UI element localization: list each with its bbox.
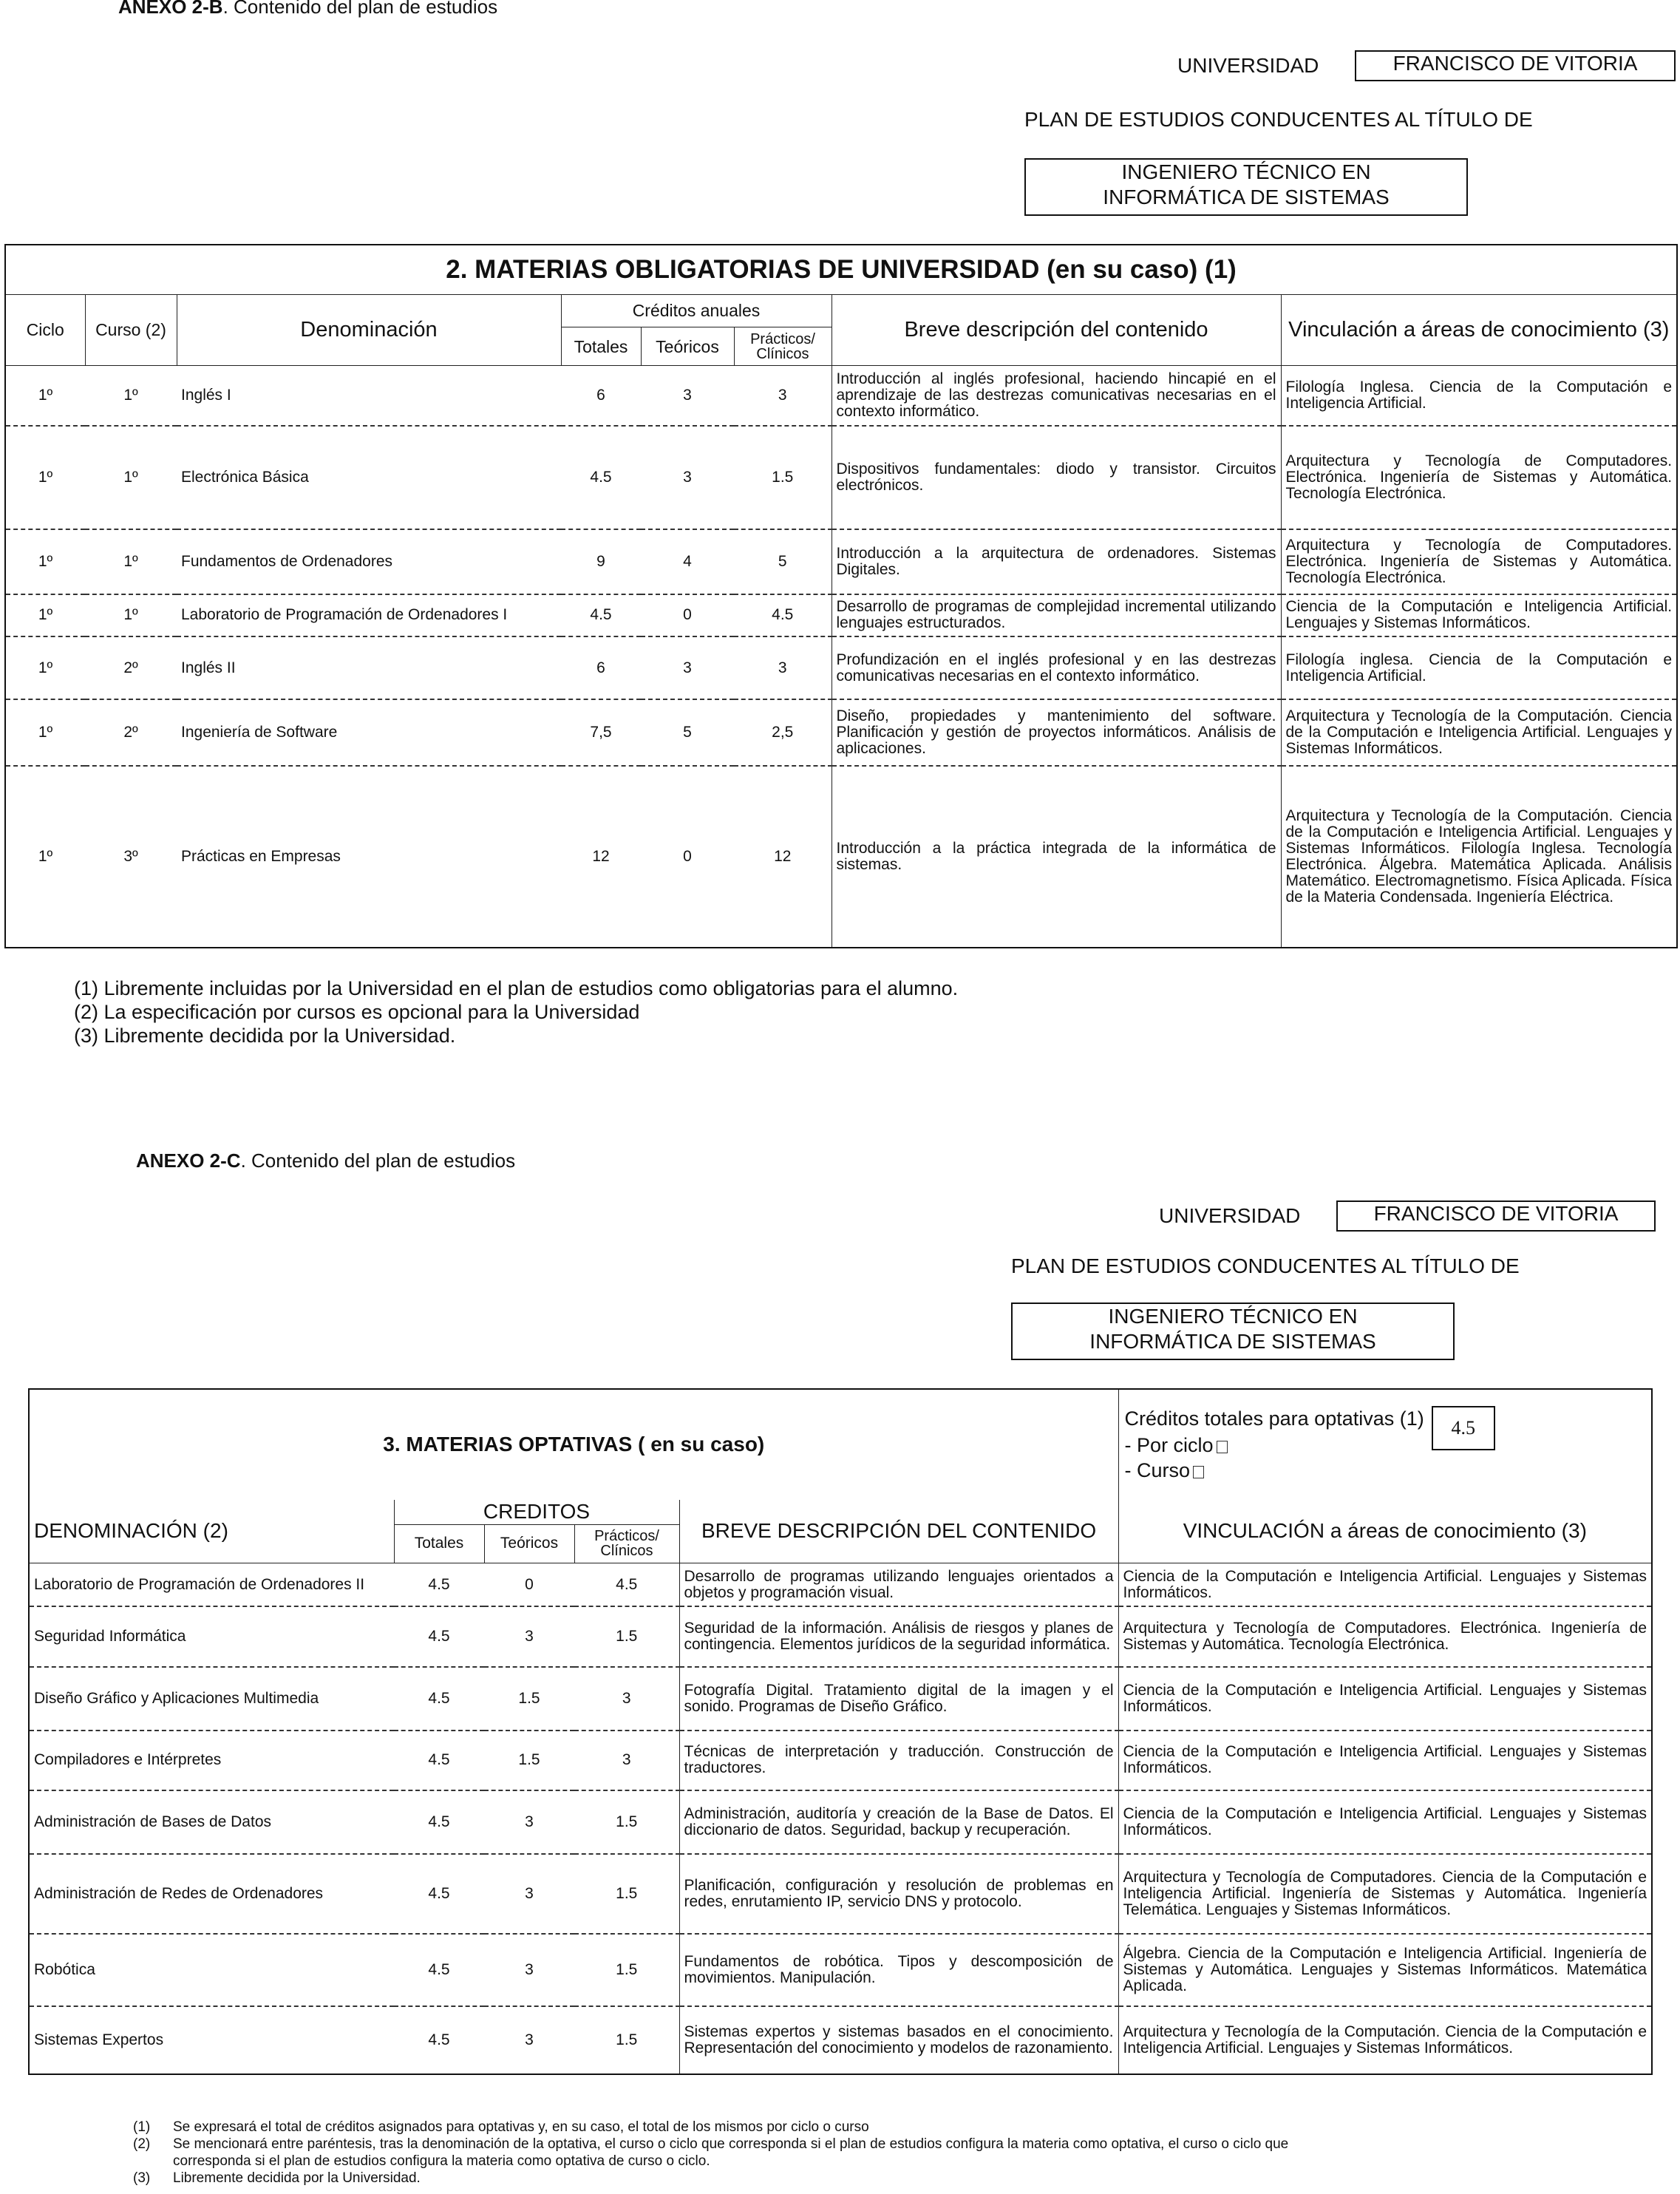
footnote-1-text: Se expresará el total de créditos asignados para optativas y, en su caso, el total de los mismos por ciclo o curso xyxy=(173,2119,869,2135)
cell-totales: 4.5 xyxy=(394,1854,484,1934)
por-ciclo-label: - Por ciclo xyxy=(1124,1434,1214,1457)
cell-areas: Ciencia de la Computación e Inteligencia Artificial. Lenguajes y Sistemas Informáticos. xyxy=(1281,594,1677,636)
curso-row xyxy=(1125,1458,1647,1483)
cell-descripcion: Diseño, propiedades y mantenimiento del software. Planificación y gestión de proyectos informáticos. Análisis de aplicaciones. xyxy=(832,699,1281,765)
cell-totales: 4.5 xyxy=(394,1606,484,1667)
cell-totales: 4.5 xyxy=(428,2031,450,2049)
header-creditos-anuales: Créditos anuales xyxy=(561,294,832,327)
footnote-2-continued: corresponda si el plan de estudios configura la materia como optativa de curso o ciclo. xyxy=(173,2153,710,2169)
cell-denominacion: Compiladores e Intérpretes xyxy=(29,1731,394,1791)
cell-areas: Ciencia de la Computación e Inteligencia Artificial. Lenguajes y Sistemas Informáticos. xyxy=(1118,1563,1652,1606)
cell-denominacion: Administración de Redes de Ordenadores xyxy=(29,1854,394,1934)
cell-teoricos: 4 xyxy=(641,529,734,594)
footnote-3-text: Libremente decidida por la Universidad. xyxy=(173,2170,421,2186)
cell-descripcion: Técnicas de interpretación y traducción. Construcción de traductores. xyxy=(679,1731,1118,1791)
footnote-2: (2) La especificación por cursos es opcional para la Universidad xyxy=(74,1001,640,1023)
cell-practicos: 4.5 xyxy=(574,1563,679,1606)
cell-totales: 4.5 xyxy=(394,1667,484,1731)
cell-curso: 1º xyxy=(85,366,177,426)
annex-2b-subtitle: . Contenido del plan de estudios xyxy=(222,0,498,18)
cell-descripcion: Desarrollo de programas de complejidad incremental utilizando lenguajes estructurados. xyxy=(832,594,1281,636)
cell-practicos: 12 xyxy=(774,847,792,865)
header-practicos: Prácticos/ Clínicos xyxy=(734,327,832,365)
header-curso: Curso (2) xyxy=(85,294,177,365)
cell-teoricos: 3 xyxy=(641,426,734,530)
cell-totales: 4.5 xyxy=(394,1790,484,1854)
cell-practicos: 3 xyxy=(734,636,832,699)
cell-curso: 2º xyxy=(85,699,177,765)
cell-teoricos: 5 xyxy=(641,699,734,765)
cell-denominacion: Seguridad Informática xyxy=(29,1606,394,1667)
header-ciclo: Ciclo xyxy=(5,294,85,365)
cell-areas: Arquitectura y Tecnología de Computadores. Electrónica. Ingeniería de Sistemas y Automática. Tecnología Electrónica. xyxy=(1281,529,1677,594)
cell-areas: Arquitectura y Tecnología de la Computación. Ciencia de la Computación e Inteligencia Artificial. Lenguajes y Sistemas Informáticos. xyxy=(1118,2006,1652,2074)
cell-teoricos: 0 xyxy=(641,594,734,636)
cell-areas: Arquitectura y Tecnología de Computadores. Electrónica. Ingeniería de Sistemas y Automática. Tecnología Electrónica. xyxy=(1118,1606,1652,1667)
cell-practicos: 1.5 xyxy=(574,1790,679,1854)
table-row xyxy=(29,1790,1652,1854)
footnote-1 xyxy=(133,2119,1596,2136)
cell-areas: Arquitectura y Tecnología de la Computación. Ciencia de la Computación e Inteligencia Artificial. Lenguajes y Sistemas Informáticos. xyxy=(1281,699,1677,765)
curso-checkbox[interactable] xyxy=(1193,1466,1204,1478)
cell-denominacion: Inglés II xyxy=(177,636,561,699)
table-row xyxy=(29,2006,1652,2074)
cell-denominacion: Electrónica Básica xyxy=(177,426,561,530)
cell-teoricos: 3 xyxy=(484,1790,574,1854)
cell-denominacion: Prácticas en Empresas xyxy=(181,847,341,865)
cell-descripcion: Dispositivos fundamentales: diodo y transistor. Circuitos electrónicos. xyxy=(832,426,1281,530)
cell-totales: 12 xyxy=(592,847,610,865)
header-descripcion: BREVE DESCRIPCIÓN DEL CONTENIDO xyxy=(679,1500,1118,1563)
cell-descripcion: Profundización en el inglés profesional y en las destrezas comunicativas necesarias en el contexto informático. xyxy=(832,636,1281,699)
cell-areas: Arquitectura y Tecnología de Computadores. Ciencia de la Computación e Inteligencia Artificial. Ingeniería de Sistemas y Automática. Ingeniería Telemática. Lenguajes y Sistemas Informáticos. xyxy=(1118,1854,1652,1934)
cell-descripcion: Introducción al inglés profesional, haciendo hincapié en el aprendizaje de las destrezas comunicativas necesarias en el contexto informático. xyxy=(832,366,1281,426)
footnote-1-number: (1) xyxy=(133,2119,151,2135)
credits-total-value: 4.5 xyxy=(1432,1406,1495,1450)
cell-denominacion: Robótica xyxy=(29,1934,394,2006)
university-value: FRANCISCO DE VITORIA xyxy=(1373,1202,1619,1225)
cell-descripcion: Fotografía Digital. Tratamiento digital de la imagen y el sonido. Programas de Diseño Gráfico. xyxy=(679,1667,1118,1731)
table-title: 2. MATERIAS OBLIGATORIAS DE UNIVERSIDAD (en su caso) (1) xyxy=(5,245,1677,294)
header-denominacion: DENOMINACIÓN (2) xyxy=(29,1500,394,1563)
table-row xyxy=(5,426,1677,530)
cell-ciclo: 1º xyxy=(5,636,85,699)
cell-teoricos: 1.5 xyxy=(484,1731,574,1791)
cell-ciclo: 1º xyxy=(5,426,85,530)
header-teoricos: Teóricos xyxy=(641,327,734,365)
cell-denominacion: Inglés I xyxy=(177,366,561,426)
table-row xyxy=(5,766,1677,948)
cell-descripcion: Desarrollo de programas utilizando lenguajes orientados a objetos y programación visual. xyxy=(679,1563,1118,1606)
cell-practicos: 1.5 xyxy=(616,2031,638,2049)
cell-curso: 1º xyxy=(85,594,177,636)
cell-totales: 6 xyxy=(561,366,641,426)
footnote-3-number: (3) xyxy=(133,2170,151,2186)
cell-denominacion: Ingeniería de Software xyxy=(177,699,561,765)
cell-practicos: 2,5 xyxy=(734,699,832,765)
table-row xyxy=(29,1563,1652,1606)
cell-areas: Arquitectura y Tecnología de la Computación. Ciencia de la Computación e Inteligencia Artificial. Lenguajes y Sistemas Informáticos. Filología Inglesa. Tecnología Electrónica. Álgebra. Matemática Aplicada. Análisis Matemático. Electromagnetismo. Física Aplicada. Física de la Materia Condensada. Ingeniería Eléctrica. xyxy=(1281,766,1677,948)
cell-descripcion: Introducción a la práctica integrada de la informática de sistemas. xyxy=(832,766,1281,948)
cell-denominacion: Laboratorio de Programación de Ordenadores II xyxy=(29,1563,394,1606)
table-row xyxy=(5,636,1677,699)
cell-areas: Filología Inglesa. Ciencia de la Computación e Inteligencia Artificial. xyxy=(1281,366,1677,426)
university-value: FRANCISCO DE VITORIA xyxy=(1392,52,1638,75)
cell-descripcion: Administración, auditoría y creación de la Base de Datos. El diccionario de datos. Seguridad, backup y recuperación. xyxy=(679,1790,1118,1854)
cell-areas: Arquitectura y Tecnología de Computadores. Electrónica. Ingeniería de Sistemas y Automática. Tecnología Electrónica. xyxy=(1281,426,1677,530)
cell-practicos: 1.5 xyxy=(574,1606,679,1667)
cell-practicos: 3 xyxy=(574,1731,679,1791)
footnotes-b xyxy=(74,977,958,1047)
footnotes-c xyxy=(133,2119,1596,2187)
cell-practicos: 3 xyxy=(574,1667,679,1731)
footnote-3: (3) Libremente decidida por la Universidad. xyxy=(74,1025,456,1047)
university-value-box xyxy=(1355,50,1676,81)
cell-descripcion: Fundamentos de robótica. Tipos y descomposición de movimientos. Manipulación. xyxy=(679,1934,1118,2006)
cell-totales: 9 xyxy=(561,529,641,594)
cell-ciclo: 1º xyxy=(5,594,85,636)
table-row xyxy=(5,699,1677,765)
annex-2c-label: ANEXO 2-C xyxy=(136,1149,241,1172)
cell-practicos: 3 xyxy=(734,366,832,426)
cell-ciclo: 1º xyxy=(5,529,85,594)
cell-denominacion: Sistemas Expertos xyxy=(34,2031,164,2049)
degree-title-box xyxy=(1011,1303,1455,1360)
cell-descripcion: Planificación, configuración y resolución de problemas en redes, enrutamiento IP, servicio DNS y protocolo. xyxy=(679,1854,1118,1934)
footnote-2-number: (2) xyxy=(133,2136,151,2152)
table-title: 3. MATERIAS OPTATIVAS ( en su caso) xyxy=(383,1433,765,1456)
cell-totales: 4.5 xyxy=(561,426,641,530)
header-totales: Totales xyxy=(394,1524,484,1563)
table-row xyxy=(29,1854,1652,1934)
cell-teoricos: 1.5 xyxy=(484,1667,574,1731)
cell-practicos: 5 xyxy=(734,529,832,594)
university-value-box xyxy=(1336,1200,1656,1232)
cell-totales: 6 xyxy=(561,636,641,699)
cell-teoricos: 3 xyxy=(641,636,734,699)
header-vinculacion: Vinculación a áreas de conocimiento (3) xyxy=(1281,294,1677,365)
plan-title-line: PLAN DE ESTUDIOS CONDUCENTES AL TÍTULO DE xyxy=(1011,1254,1520,1277)
cell-totales: 4.5 xyxy=(561,594,641,636)
cell-ciclo: 1º xyxy=(5,366,85,426)
annex-2c-heading xyxy=(136,1149,515,1172)
cell-teoricos: 0 xyxy=(683,847,692,865)
cell-descripcion: Seguridad de la información. Análisis de riesgos y planes de contingencia. Elementos jurídicos de la seguridad informática. xyxy=(679,1606,1118,1667)
cell-areas: Ciencia de la Computación e Inteligencia Artificial. Lenguajes y Sistemas Informáticos. xyxy=(1118,1790,1652,1854)
cell-curso: 3º xyxy=(123,847,138,865)
table-row xyxy=(29,1606,1652,1667)
cell-teoricos: 3 xyxy=(484,1606,574,1667)
header-descripcion: Breve descripción del contenido xyxy=(832,294,1281,365)
degree-line-1: INGENIERO TÉCNICO EN xyxy=(1108,1305,1358,1328)
cell-teoricos: 3 xyxy=(641,366,734,426)
curso-label: - Curso xyxy=(1124,1459,1191,1482)
cell-denominacion: Fundamentos de Ordenadores xyxy=(177,529,561,594)
cell-descripcion: Introducción a la arquitectura de ordenadores. Sistemas Digitales. xyxy=(832,529,1281,594)
table-row xyxy=(29,1667,1652,1731)
degree-line-2: INFORMÁTICA DE SISTEMAS xyxy=(1103,186,1390,208)
annex-2b-heading xyxy=(118,0,497,18)
cell-areas: Ciencia de la Computación e Inteligencia Artificial. Lenguajes y Sistemas Informáticos. xyxy=(1118,1667,1652,1731)
cell-areas: Álgebra. Ciencia de la Computación e Inteligencia Artificial. Ingeniería de Sistemas y Automática. Lenguajes y Sistemas Informáticos. Matemática Aplicada. xyxy=(1118,1934,1652,2006)
cell-descripcion: Sistemas expertos y sistemas basados en el conocimiento. Representación del conocimiento y modelos de razonamiento. xyxy=(679,2006,1118,2074)
cell-areas: Ciencia de la Computación e Inteligencia Artificial. Lenguajes y Sistemas Informáticos. xyxy=(1118,1731,1652,1791)
cell-curso: 1º xyxy=(85,426,177,530)
por-ciclo-checkbox[interactable] xyxy=(1217,1441,1228,1453)
credits-total-label: Créditos totales para optativas (1) xyxy=(1124,1407,1424,1430)
mandatory-subjects-table xyxy=(4,244,1678,948)
table-row xyxy=(5,594,1677,636)
cell-teoricos: 3 xyxy=(525,2031,534,2049)
annex-2b-label: ANEXO 2-B xyxy=(118,0,223,18)
table-row xyxy=(5,529,1677,594)
cell-teoricos: 3 xyxy=(484,1934,574,2006)
header-creditos: CREDITOS xyxy=(394,1500,679,1524)
cell-practicos: 4.5 xyxy=(734,594,832,636)
cell-areas: Filología inglesa. Ciencia de la Computación e Inteligencia Artificial. xyxy=(1281,636,1677,699)
cell-curso: 2º xyxy=(85,636,177,699)
university-label: UNIVERSIDAD xyxy=(1159,1204,1301,1227)
footnote-3 xyxy=(133,2170,1596,2187)
cell-denominacion: Administración de Bases de Datos xyxy=(29,1790,394,1854)
cell-totales: 4.5 xyxy=(394,1934,484,2006)
table-row xyxy=(29,1934,1652,2006)
plan-title-line: PLAN DE ESTUDIOS CONDUCENTES AL TÍTULO DE xyxy=(1024,108,1533,131)
degree-title-box xyxy=(1024,158,1468,216)
header-totales: Totales xyxy=(561,327,641,365)
cell-denominacion: Laboratorio de Programación de Ordenadores I xyxy=(177,594,561,636)
cell-teoricos: 0 xyxy=(484,1563,574,1606)
footnote-1: (1) Libremente incluidas por la Universidad en el plan de estudios como obligatorias para el alumno. xyxy=(74,977,959,999)
cell-denominacion: Diseño Gráfico y Aplicaciones Multimedia xyxy=(29,1667,394,1731)
footnote-2 xyxy=(133,2136,1596,2153)
header-vinculacion: VINCULACIÓN a áreas de conocimiento (3) xyxy=(1118,1500,1652,1563)
table-row xyxy=(5,366,1677,426)
elective-subjects-table xyxy=(28,1388,1653,2075)
cell-totales: 4.5 xyxy=(394,1731,484,1791)
cell-teoricos: 3 xyxy=(484,1854,574,1934)
header-denominacion: Denominación xyxy=(177,294,561,365)
cell-totales: 4.5 xyxy=(394,1563,484,1606)
footnote-2-text: Se mencionará entre paréntesis, tras la denominación de la optativa, el curso o ciclo que corresponda si el plan de estudios configura la materia como optativa, el curso o ciclo que xyxy=(173,2136,1289,2152)
cell-ciclo: 1º xyxy=(5,699,85,765)
cell-practicos: 1.5 xyxy=(574,1934,679,2006)
degree-line-2: INFORMÁTICA DE SISTEMAS xyxy=(1089,1330,1376,1353)
cell-practicos: 1.5 xyxy=(734,426,832,530)
degree-line-1: INGENIERO TÉCNICO EN xyxy=(1121,160,1371,183)
cell-ciclo: 1º xyxy=(38,847,53,865)
annex-2c-subtitle: . Contenido del plan de estudios xyxy=(240,1149,516,1172)
cell-curso: 1º xyxy=(85,529,177,594)
table-row xyxy=(29,1731,1652,1791)
university-label: UNIVERSIDAD xyxy=(1177,54,1319,77)
credits-summary xyxy=(1118,1389,1652,1500)
header-teoricos: Teóricos xyxy=(484,1524,574,1563)
cell-practicos: 1.5 xyxy=(574,1854,679,1934)
cell-totales: 7,5 xyxy=(561,699,641,765)
header-practicos: Prácticos/ Clínicos xyxy=(574,1524,679,1563)
